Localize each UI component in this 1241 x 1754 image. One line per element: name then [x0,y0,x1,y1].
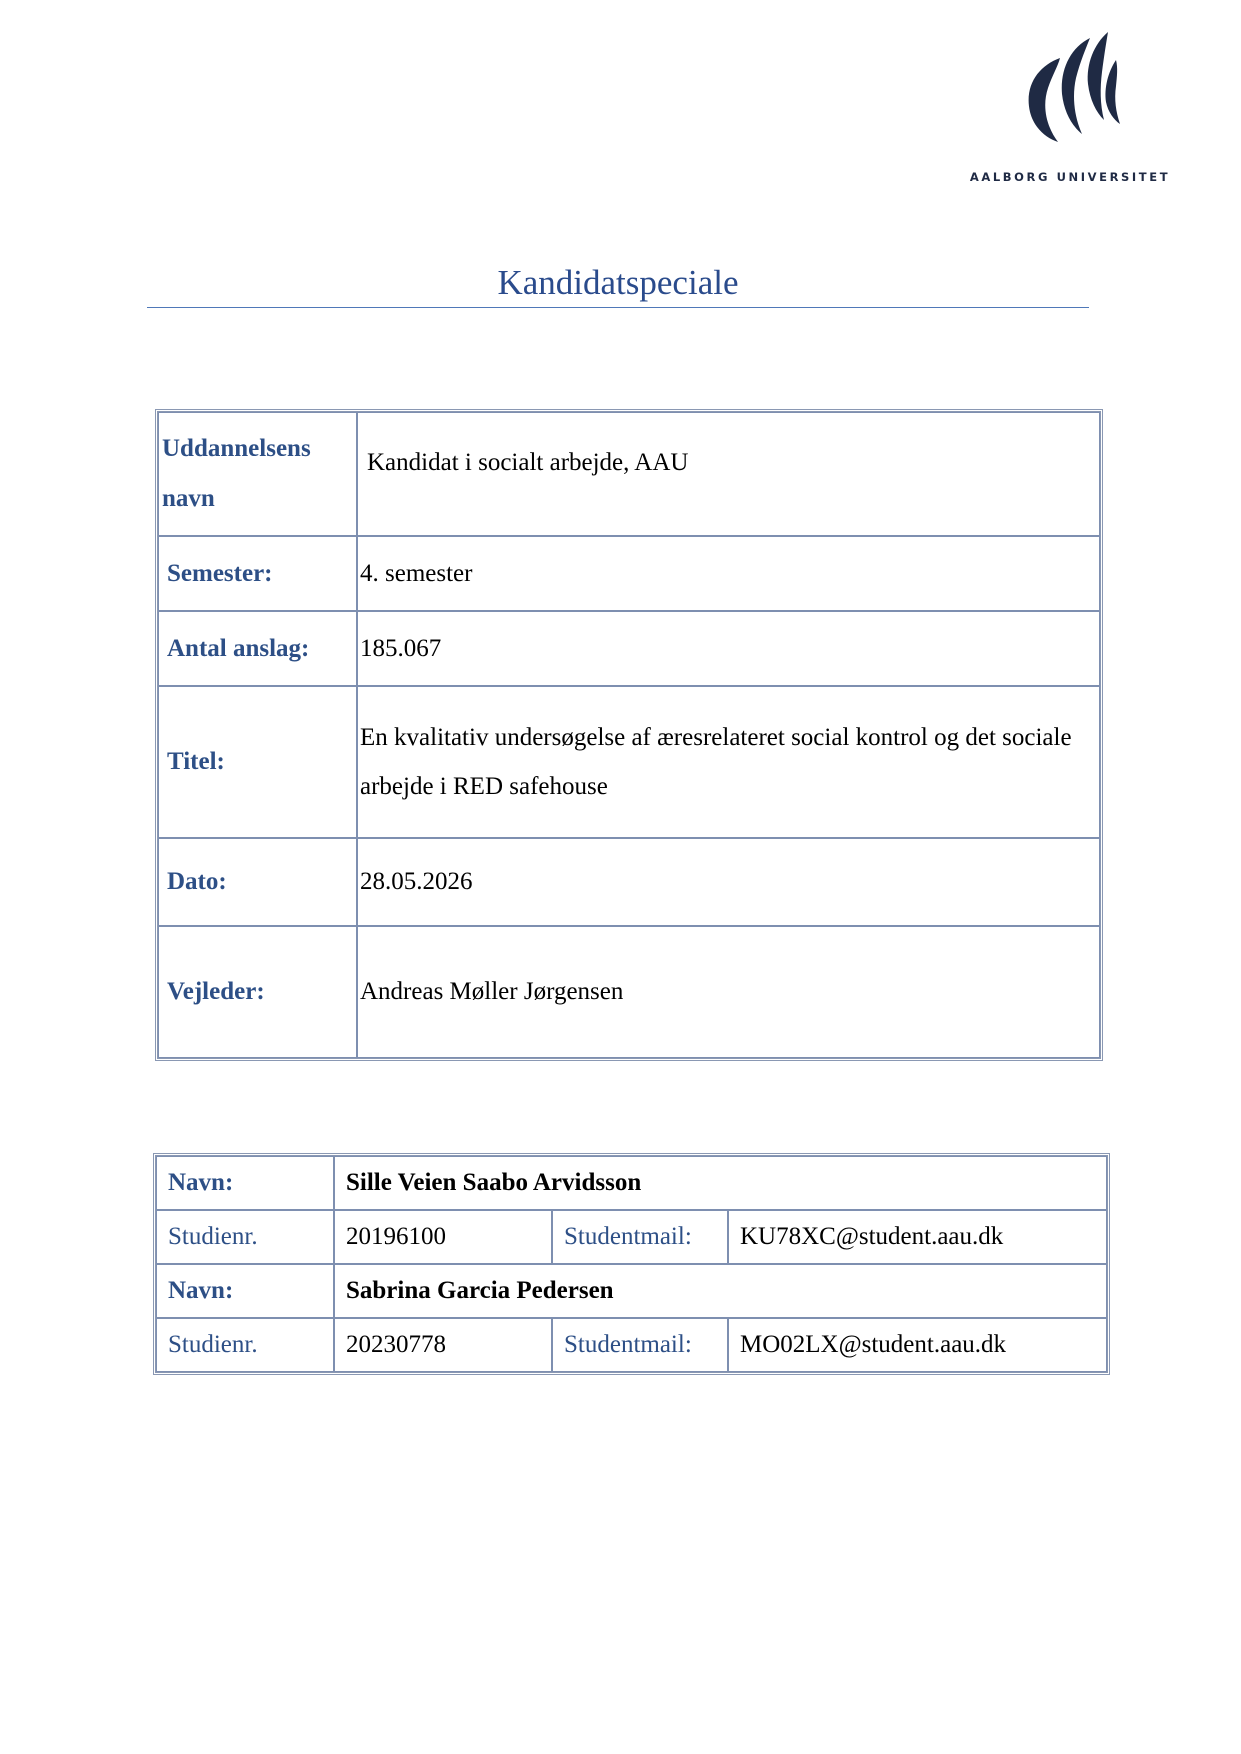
title-underline [147,307,1089,308]
student-name: Sabrina Garcia Pedersen [334,1264,1107,1318]
student-id-label: Studienr. [156,1318,334,1372]
label-date: Dato: [158,838,357,926]
logo-text: AALBORG UNIVERSITET [969,170,1171,184]
student-name: Sille Veien Saabo Arvidsson [334,1156,1107,1210]
student-name-label: Navn: [156,1264,334,1318]
table-row [158,686,1100,838]
table-row [158,536,1100,611]
label-semester: Semester: [158,536,357,611]
university-logo [960,30,1180,200]
student-id: 20196100 [334,1210,552,1264]
student-mail: MO02LX@student.aau.dk [728,1318,1107,1372]
label-education: Uddannelsens navn [158,412,357,536]
students-table [153,1153,1110,1375]
table-row [158,838,1100,926]
table-row [156,1210,1107,1264]
label-supervisor: Vejleder: [158,926,357,1058]
table-row [158,926,1100,1058]
aau-logo-icon [1016,30,1126,150]
student-mail-label: Studentmail: [552,1210,728,1264]
value-title: En kvalitativ undersøgelse af æresrelateret social kontrol og det sociale arbejde i RED safehouse [357,686,1100,838]
label-title: Titel: [158,686,357,838]
table-row [156,1318,1107,1372]
table-row [158,611,1100,686]
thesis-info-table [155,409,1103,1061]
student-id-label: Studienr. [156,1210,334,1264]
table-row [156,1264,1107,1318]
value-semester: 4. semester [357,536,1100,611]
student-name-label: Navn: [156,1156,334,1210]
value-date: 28.05.2026 [357,838,1100,926]
table-row [158,412,1100,536]
student-mail: KU78XC@student.aau.dk [728,1210,1107,1264]
student-mail-label: Studentmail: [552,1318,728,1372]
label-character-count: Antal anslag: [158,611,357,686]
student-id: 20230778 [334,1318,552,1372]
table-row [156,1156,1107,1210]
value-education: Kandidat i socialt arbejde, AAU [357,412,1100,536]
value-character-count: 185.067 [357,611,1100,686]
document-title: Kandidatspeciale [497,263,739,302]
value-supervisor: Andreas Møller Jørgensen [357,926,1100,1058]
